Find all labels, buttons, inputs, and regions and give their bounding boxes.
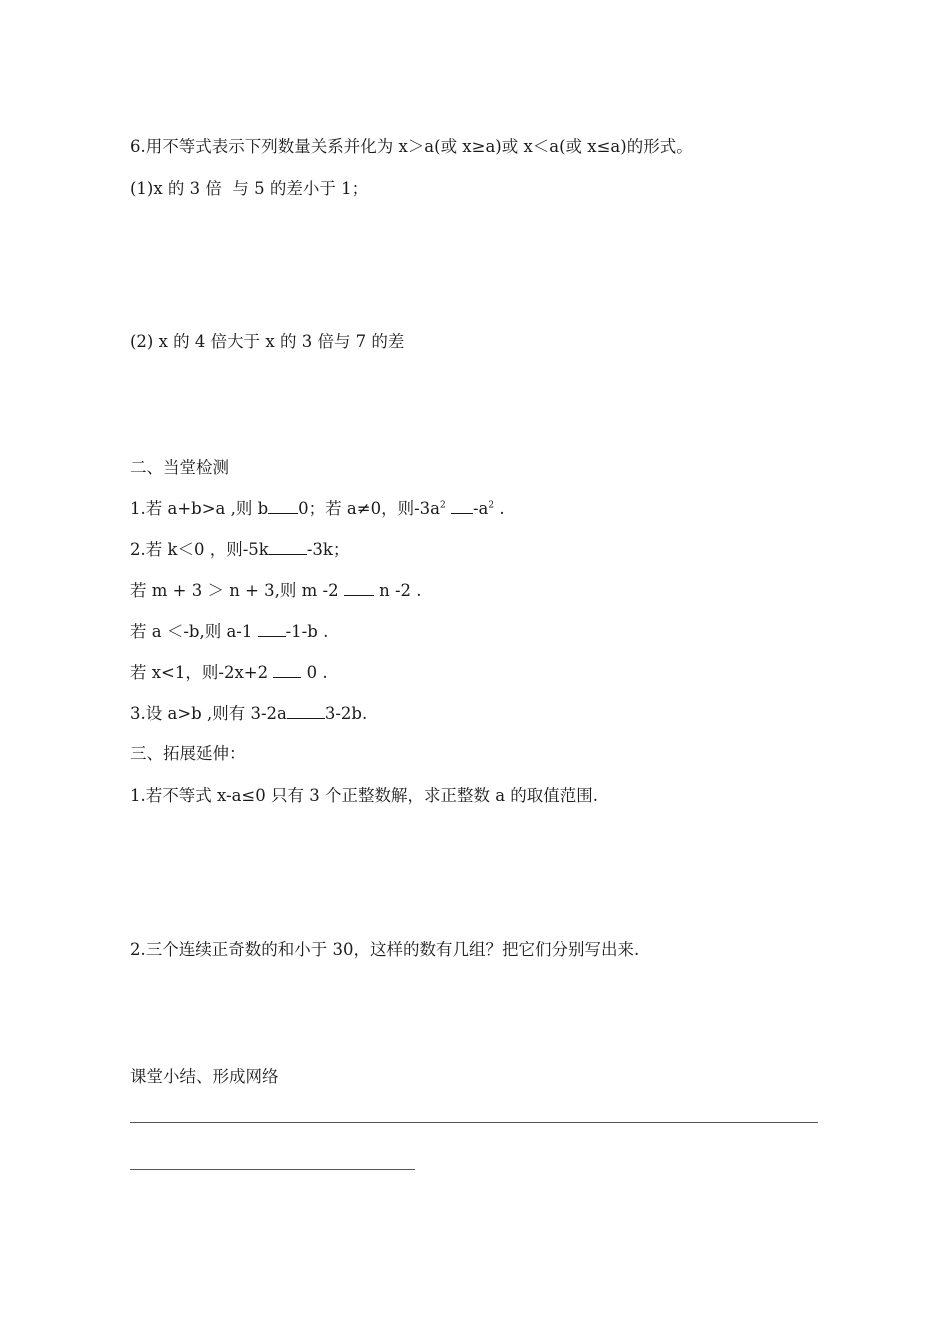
answer-blank[interactable] <box>273 661 301 678</box>
answer-blank[interactable] <box>268 497 298 514</box>
q6-title: 6.用不等式表示下列数量关系并化为 x＞a(或 x≥a)或 x＜a(或 x≤a)的形式。 <box>130 137 693 156</box>
section3-heading: 三、拓展延伸： <box>130 744 246 763</box>
answer-blank[interactable] <box>258 620 286 637</box>
section2-heading: 二、当堂检测 <box>130 458 229 477</box>
section2-q2-x: 若 x<1，则-2x+2 0 . <box>130 663 328 682</box>
section2-q3: 3.设 a>b ,则有 3-2a 3-2b. <box>130 704 368 723</box>
section2-q1: 1.若 a+b>a ,则 b 0；若 a≠0，则$-3a^2$ $-a^2$ . <box>130 499 505 518</box>
answer-blank[interactable] <box>269 538 307 555</box>
answer-blank[interactable] <box>344 579 374 596</box>
section3-q1: 1.若不等式 x-a≤0 只有 3 个正整数解，求正整数 a 的取值范围. <box>130 786 599 805</box>
answer-line[interactable] <box>130 1169 415 1170</box>
section2-q2-m: 若 m + 3 ＞ n + 3,则 m -2 n -2 . <box>130 581 422 600</box>
section2-q2: 2.若 k＜0 ，则-5k -3k； <box>130 540 350 559</box>
answer-blank[interactable] <box>287 702 325 719</box>
q6-part1: (1)x 的 3 倍 与 5 的差小于 1； <box>130 179 369 198</box>
summary-heading: 课堂小结、形成网络 <box>130 1067 279 1086</box>
section3-q2: 2.三个连续正奇数的和小于 30，这样的数有几组？把它们分别写出来. <box>130 940 640 959</box>
answer-line[interactable] <box>130 1122 818 1123</box>
section2-q2-ab: 若 a ＜-b,则 a-1 -1-b . <box>130 622 329 641</box>
answer-blank[interactable] <box>451 497 473 514</box>
q6-part2: (2) x 的 4 倍大于 x 的 3 倍与 7 的差 <box>130 332 405 351</box>
